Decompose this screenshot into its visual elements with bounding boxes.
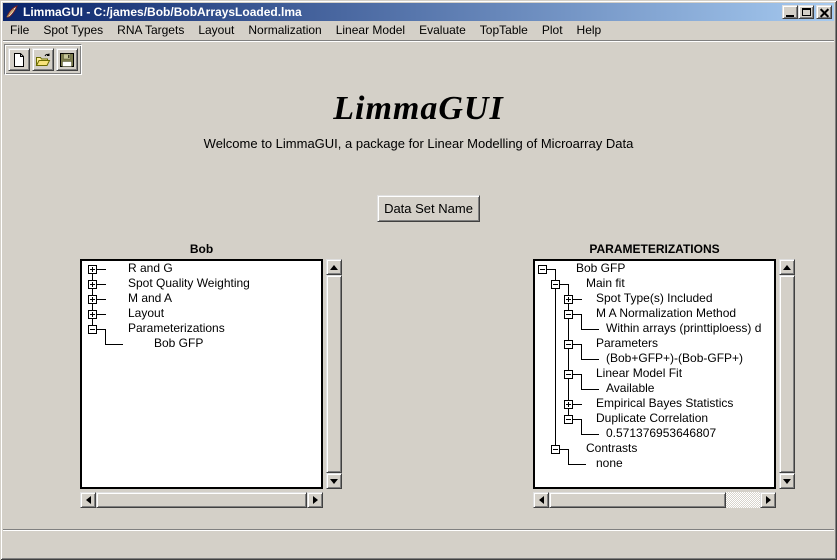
expand-toggle-collapsed[interactable] <box>564 400 573 409</box>
right-tree-hscroll-left-button[interactable] <box>533 492 549 508</box>
left-tree-vscroll-up-button[interactable] <box>326 259 342 275</box>
right-tree-hscroll-right-button[interactable] <box>760 492 776 508</box>
open-folder-icon <box>35 52 51 68</box>
arrow-left-icon <box>86 496 91 504</box>
expand-toggle-expanded[interactable] <box>564 310 573 319</box>
minimize-icon <box>786 15 794 17</box>
tree-node-bob-gfp[interactable]: Bob GFP <box>576 261 626 275</box>
tree-connector-line <box>560 449 569 450</box>
maximize-button[interactable] <box>798 5 814 19</box>
minimize-button[interactable] <box>782 5 798 19</box>
menu-item-evaluate[interactable]: Evaluate <box>419 23 466 37</box>
tree-node-0-571376953646807[interactable]: 0.571376953646807 <box>606 426 717 440</box>
close-icon <box>820 8 829 17</box>
tree-connector-line <box>97 269 106 270</box>
tree-node-r-and-g[interactable]: R and G <box>128 261 173 275</box>
expand-toggle-expanded[interactable] <box>564 340 573 349</box>
close-button[interactable] <box>816 5 832 19</box>
save-floppy-icon <box>59 52 75 68</box>
right-tree-vscroll-up-button[interactable] <box>779 259 795 275</box>
right-tree-vscroll-down-button[interactable] <box>779 473 795 489</box>
page-title: LimmaGUI <box>333 90 504 127</box>
tree-node-spot-type-s-included[interactable]: Spot Type(s) Included <box>596 291 713 305</box>
arrow-left-icon <box>539 496 544 504</box>
tree-node-layout[interactable]: Layout <box>128 306 165 320</box>
tree-connector-line <box>581 419 582 435</box>
tree-connector-line <box>581 389 599 390</box>
tree-connector-line <box>573 314 582 315</box>
tree-connector-line <box>97 299 106 300</box>
expand-toggle-collapsed[interactable] <box>88 295 97 304</box>
expand-toggle-expanded[interactable] <box>538 265 547 274</box>
menu-item-file[interactable]: File <box>10 23 30 37</box>
tree-node-within-arrays-printtiploess-d[interactable]: Within arrays (printtiploess) d <box>606 321 762 335</box>
tree-connector-line <box>568 449 569 465</box>
tree-node-bob-gfp-bob-gfp[interactable]: (Bob+GFP+)-(Bob-GFP+) <box>606 351 744 365</box>
expand-toggle-collapsed[interactable] <box>564 295 573 304</box>
right-tree-vscroll-thumb[interactable] <box>779 275 795 473</box>
left-tree-canvas <box>82 261 321 487</box>
left-tree <box>80 259 323 489</box>
menu-bar <box>3 21 834 41</box>
right-tree-horizontal-scrollbar[interactable] <box>533 492 776 508</box>
menu-item-rna-targets[interactable]: RNA Targets <box>117 23 185 37</box>
expand-toggle-expanded[interactable] <box>551 280 560 289</box>
expand-toggle-collapsed[interactable] <box>88 310 97 319</box>
tree-connector-line <box>555 269 556 450</box>
right-tree-title: PARAMETERIZATIONS <box>589 242 720 256</box>
right-tree <box>533 259 776 489</box>
arrow-down-icon <box>330 479 338 484</box>
tree-connector-line <box>581 434 599 435</box>
left-tree-horizontal-scrollbar[interactable] <box>80 492 323 508</box>
tree-node-empirical-bayes-statistics[interactable]: Empirical Bayes Statistics <box>596 396 734 410</box>
tree-connector-line <box>573 404 582 405</box>
tree-connector-line <box>568 464 586 465</box>
menu-item-linear-model[interactable]: Linear Model <box>335 23 406 37</box>
expand-toggle-expanded[interactable] <box>551 445 560 454</box>
tree-node-m-a-normalization-method[interactable]: M A Normalization Method <box>596 306 737 320</box>
expand-toggle-expanded[interactable] <box>564 415 573 424</box>
tree-node-available[interactable]: Available <box>606 381 655 395</box>
left-tree-vscroll-thumb[interactable] <box>326 275 342 473</box>
menu-item-toptable[interactable]: TopTable <box>479 23 528 37</box>
expand-toggle-expanded[interactable] <box>564 370 573 379</box>
client-area-bottom-edge <box>3 529 834 531</box>
expand-toggle-collapsed[interactable] <box>88 280 97 289</box>
menu-item-layout[interactable]: Layout <box>198 23 235 37</box>
menu-item-help[interactable]: Help <box>576 23 602 37</box>
tree-connector-line <box>581 344 582 360</box>
data-set-name-button[interactable]: Data Set Name <box>377 195 480 222</box>
tree-node-m-and-a[interactable]: M and A <box>128 291 173 305</box>
right-tree-canvas <box>535 261 774 487</box>
arrow-up-icon <box>783 265 791 270</box>
arrow-right-icon <box>766 496 771 504</box>
tree-connector-line <box>573 419 582 420</box>
tree-connector-line <box>97 314 106 315</box>
tree-connector-line <box>97 329 106 330</box>
app-feather-icon <box>5 5 19 19</box>
tree-connector-line <box>581 329 599 330</box>
tree-connector-line <box>97 284 106 285</box>
tree-node-duplicate-correlation[interactable]: Duplicate Correlation <box>596 411 709 425</box>
tree-node-bob-gfp[interactable]: Bob GFP <box>154 336 204 350</box>
expand-toggle-collapsed[interactable] <box>88 265 97 274</box>
tree-connector-line <box>573 344 582 345</box>
arrow-up-icon <box>330 265 338 270</box>
tree-connector-line <box>581 374 582 390</box>
tree-connector-line <box>560 284 569 285</box>
toolbar <box>4 44 82 75</box>
welcome-text: Welcome to LimmaGUI, a package for Linear Modelling of Microarray Data <box>203 136 634 151</box>
left-tree-vscroll-down-button[interactable] <box>326 473 342 489</box>
window-title: LimmaGUI - C:/james/Bob/BobArraysLoaded.lma <box>23 5 302 19</box>
tree-connector-line <box>573 374 582 375</box>
left-tree-hscroll-thumb[interactable] <box>96 492 307 508</box>
tree-connector-line <box>105 329 106 345</box>
tree-node-contrasts[interactable]: Contrasts <box>586 441 638 455</box>
tree-node-spot-quality-weighting[interactable]: Spot Quality Weighting <box>128 276 250 290</box>
tree-node-none[interactable]: none <box>596 456 623 470</box>
tree-connector-line <box>547 269 556 270</box>
arrow-right-icon <box>313 496 318 504</box>
arrow-down-icon <box>783 479 791 484</box>
tree-connector-line <box>105 344 123 345</box>
open-file-button[interactable] <box>32 48 54 71</box>
tree-connector-line <box>573 299 582 300</box>
left-tree-hscroll-right-button[interactable] <box>307 492 323 508</box>
tree-node-main-fit[interactable]: Main fit <box>586 276 625 290</box>
save-file-button[interactable] <box>56 48 78 71</box>
tree-node-parameterizations[interactable]: Parameterizations <box>128 321 225 335</box>
tree-node-linear-model-fit[interactable]: Linear Model Fit <box>596 366 683 380</box>
tree-node-parameters[interactable]: Parameters <box>596 336 659 350</box>
menu-item-normalization[interactable]: Normalization <box>248 23 322 37</box>
new-file-button[interactable] <box>8 48 30 71</box>
left-tree-hscroll-left-button[interactable] <box>80 492 96 508</box>
tree-connector-line <box>581 314 582 330</box>
tree-connector-line <box>581 359 599 360</box>
menu-item-plot[interactable]: Plot <box>541 23 563 37</box>
new-file-icon <box>11 52 27 68</box>
left-tree-title: Bob <box>189 242 214 256</box>
right-tree-vertical-scrollbar[interactable] <box>779 259 795 489</box>
expand-toggle-expanded[interactable] <box>88 325 97 334</box>
right-tree-hscroll-thumb[interactable] <box>549 492 726 508</box>
title-bar[interactable] <box>3 3 834 21</box>
maximize-icon <box>802 8 811 16</box>
left-tree-vertical-scrollbar[interactable] <box>326 259 342 489</box>
menu-item-spot-types[interactable]: Spot Types <box>43 23 104 37</box>
